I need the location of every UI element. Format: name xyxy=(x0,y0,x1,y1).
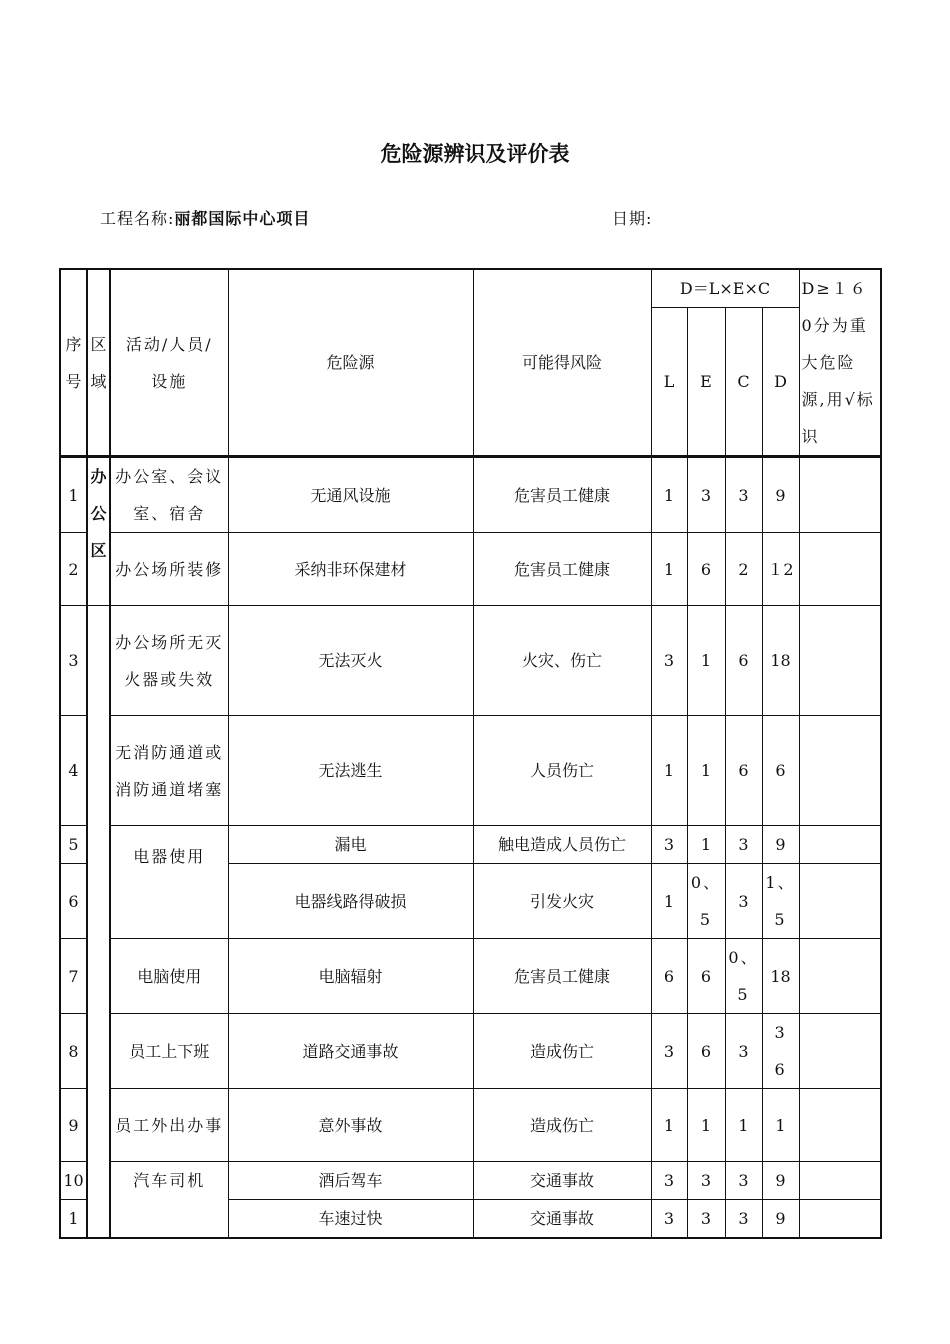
row-D: １2 xyxy=(762,533,799,606)
row-hazard: 采纳非环保建材 xyxy=(228,533,473,606)
row-risk: 引发火灾 xyxy=(473,864,651,939)
row-seq: 4 xyxy=(60,716,87,826)
row-seq: 2 xyxy=(60,533,87,606)
row-D: 9 xyxy=(762,457,799,533)
header-seq: 序号 xyxy=(60,269,87,457)
table-row xyxy=(60,1014,881,1089)
row-L: 1 xyxy=(651,864,687,939)
row-L: 1 xyxy=(651,1089,687,1162)
row-risk: 人员伤亡 xyxy=(473,716,651,826)
row-C: 0、5 xyxy=(725,939,762,1014)
row-risk: 危害员工健康 xyxy=(473,939,651,1014)
row-note xyxy=(799,826,881,864)
row-note xyxy=(799,1014,881,1089)
row-seq: 10 xyxy=(60,1162,87,1200)
row-E: 6 xyxy=(687,533,725,606)
row-L: 1 xyxy=(651,457,687,533)
row-C: 3 xyxy=(725,457,762,533)
row-activity: 员工外出办事 xyxy=(110,1089,228,1162)
row-D: 1、5 xyxy=(762,864,799,939)
row-seq: 1 xyxy=(60,457,87,533)
row-D: 9 xyxy=(762,1162,799,1200)
project-name: 丽都国际中心项目 xyxy=(174,209,311,228)
row-seq: 7 xyxy=(60,939,87,1014)
risk-table xyxy=(59,268,882,1239)
row-C: 6 xyxy=(725,716,762,826)
row-activity: 办公场所装修 xyxy=(110,533,228,606)
row-activity: 办公室、会议室、宿舍 xyxy=(110,457,228,533)
row-E: 3 xyxy=(687,457,725,533)
row-D: 9 xyxy=(762,826,799,864)
row-activity: 员工上下班 xyxy=(110,1014,228,1089)
row-note xyxy=(799,606,881,716)
row-C: 3 xyxy=(725,1162,762,1200)
row-L: 3 xyxy=(651,1162,687,1200)
table-row xyxy=(60,716,881,826)
header-hazard: 危险源 xyxy=(228,269,473,457)
header-formula: D＝L×E×C xyxy=(651,269,799,308)
row-seq: 3 xyxy=(60,606,87,716)
row-risk: 交通事故 xyxy=(473,1200,651,1239)
row-risk: 危害员工健康 xyxy=(473,533,651,606)
table-row xyxy=(60,457,881,533)
date-label: 日期: xyxy=(612,209,653,228)
row-hazard: 意外事故 xyxy=(228,1089,473,1162)
row-D: 1 xyxy=(762,1089,799,1162)
row-E: 1 xyxy=(687,606,725,716)
row-note xyxy=(799,1089,881,1162)
row-C: 3 xyxy=(725,1014,762,1089)
area-cell: 办公区 xyxy=(87,457,110,606)
row-D: 9 xyxy=(762,1200,799,1239)
row-seq: 6 xyxy=(60,864,87,939)
row-L: 1 xyxy=(651,716,687,826)
header-E: E xyxy=(687,308,725,457)
row-risk: 触电造成人员伤亡 xyxy=(473,826,651,864)
row-hazard: 漏电 xyxy=(228,826,473,864)
row-L: 1 xyxy=(651,533,687,606)
row-E: 6 xyxy=(687,1014,725,1089)
row-activity: 汽车司机 xyxy=(110,1162,228,1239)
row-activity: 电脑使用 xyxy=(110,939,228,1014)
row-E: 0、5 xyxy=(687,864,725,939)
row-note xyxy=(799,457,881,533)
row-activity: 无消防通道或消防通道堵塞 xyxy=(110,716,228,826)
row-C: 3 xyxy=(725,826,762,864)
row-seq: 1 xyxy=(60,1200,87,1239)
row-activity: 电器使用 xyxy=(110,826,228,939)
row-note xyxy=(799,533,881,606)
row-risk: 交通事故 xyxy=(473,1162,651,1200)
row-risk: 危害员工健康 xyxy=(473,457,651,533)
row-note xyxy=(799,1162,881,1200)
row-E: 1 xyxy=(687,826,725,864)
row-note xyxy=(799,1200,881,1239)
row-E: 1 xyxy=(687,1089,725,1162)
header-L: L xyxy=(651,308,687,457)
row-E: 3 xyxy=(687,1200,725,1239)
row-hazard: 无法灭火 xyxy=(228,606,473,716)
table-row xyxy=(60,939,881,1014)
row-note xyxy=(799,939,881,1014)
row-seq: 9 xyxy=(60,1089,87,1162)
page-title: 危险源辨识及评价表 xyxy=(380,142,570,166)
row-D: 18 xyxy=(762,606,799,716)
row-C: 3 xyxy=(725,864,762,939)
header-area: 区域 xyxy=(87,269,110,457)
row-note xyxy=(799,716,881,826)
row-risk: 造成伤亡 xyxy=(473,1089,651,1162)
table-row xyxy=(60,1162,881,1200)
row-D: 6 xyxy=(762,716,799,826)
row-C: 1 xyxy=(725,1089,762,1162)
row-L: 3 xyxy=(651,1014,687,1089)
row-risk: 造成伤亡 xyxy=(473,1014,651,1089)
row-L: 3 xyxy=(651,826,687,864)
row-hazard: 酒后驾车 xyxy=(228,1162,473,1200)
row-hazard: 无通风设施 xyxy=(228,457,473,533)
row-E: 6 xyxy=(687,939,725,1014)
row-C: 2 xyxy=(725,533,762,606)
row-L: 3 xyxy=(651,606,687,716)
header-C: C xyxy=(725,308,762,457)
row-D: 18 xyxy=(762,939,799,1014)
project-line xyxy=(100,206,310,229)
row-note xyxy=(799,864,881,939)
row-L: 6 xyxy=(651,939,687,1014)
row-hazard: 无法逃生 xyxy=(228,716,473,826)
table-row xyxy=(60,606,881,716)
row-activity: 办公场所无灭火器或失效 xyxy=(110,606,228,716)
header-D: D xyxy=(762,308,799,457)
row-risk: 火灾、伤亡 xyxy=(473,606,651,716)
row-C: 6 xyxy=(725,606,762,716)
header-note: D≥１６0分为重大危险源,用√标识 xyxy=(799,269,881,457)
row-hazard: 电脑辐射 xyxy=(228,939,473,1014)
row-C: 3 xyxy=(725,1200,762,1239)
row-hazard: 车速过快 xyxy=(228,1200,473,1239)
row-E: 1 xyxy=(687,716,725,826)
header-row-1 xyxy=(60,269,881,308)
table-row xyxy=(60,533,881,606)
row-E: 3 xyxy=(687,1162,725,1200)
row-seq: 5 xyxy=(60,826,87,864)
row-L: 3 xyxy=(651,1200,687,1239)
row-seq: 8 xyxy=(60,1014,87,1089)
row-hazard: 电器线路得破损 xyxy=(228,864,473,939)
project-label: 工程名称: xyxy=(100,209,175,228)
row-D: 36 xyxy=(762,1014,799,1089)
area-cell-continued xyxy=(87,606,110,1239)
table-row xyxy=(60,826,881,864)
table-row xyxy=(60,1089,881,1162)
header-activity: 活动/人员/设施 xyxy=(110,269,228,457)
row-hazard: 道路交通事故 xyxy=(228,1014,473,1089)
header-risk: 可能得风险 xyxy=(473,269,651,457)
